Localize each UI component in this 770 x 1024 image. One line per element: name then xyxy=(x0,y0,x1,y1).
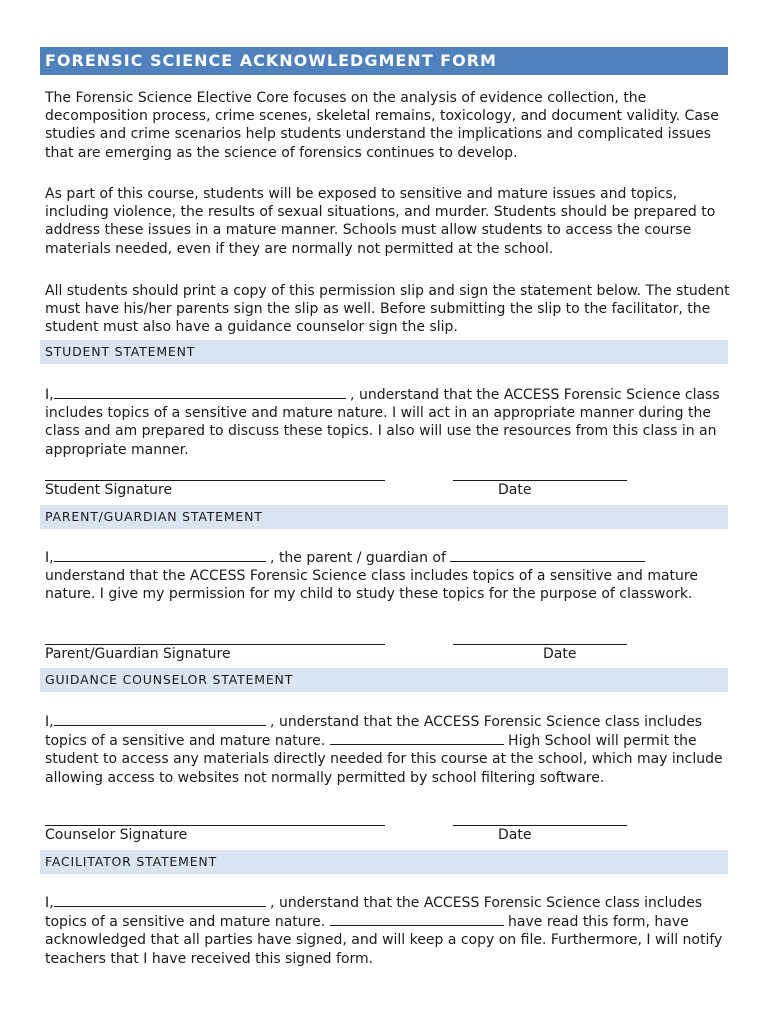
counselor-signature-label: Counselor Signature xyxy=(45,827,188,843)
student-date-label: Date xyxy=(498,482,532,498)
parent-date-line[interactable] xyxy=(453,644,627,645)
facilitator-name-blank[interactable] xyxy=(54,893,266,907)
parent-statement-lead: I, xyxy=(45,550,54,566)
facilitator-statement-header: FACILITATOR STATEMENT xyxy=(40,850,728,874)
facilitator-statement-lead: I, xyxy=(45,895,54,911)
counselor-date-label: Date xyxy=(498,827,532,843)
child-name-blank[interactable] xyxy=(450,548,645,562)
intro-paragraph-1: The Forensic Science Elective Core focuses on the analysis of evidence collection, the decomposition process, crime scenes, skeletal remains, toxicology, and document validity. Case studies and crime scenarios help students understand the implications and complicated issues that are emerging as the science of forensics continues to develop. xyxy=(45,90,719,161)
counselor-statement-body-b: High School will permit the student to access any materials directly needed for this course at the school, which may include allowing access to websites not normally permitted by school filtering software. xyxy=(45,733,723,786)
facilitator-school-blank[interactable] xyxy=(330,912,504,926)
facilitator-statement-body-b: have read this form, have acknowledged that all parties have signed, and will keep a copy on file. Furthermore, I will notify teachers that I have received this signed form. xyxy=(45,914,723,967)
parent-statement-body-b: understand that the ACCESS Forensic Science class includes topics of a sensitive and mature nature. I give my permission for my child to study these topics for the purpose of classwork. xyxy=(45,568,698,603)
counselor-statement-body-a: , understand that the ACCESS Forensic Science class includes topics of a sensitive and mature nature. xyxy=(45,714,703,750)
student-statement-lead: I, xyxy=(45,387,54,403)
form-title: FORENSIC SCIENCE ACKNOWLEDGMENT FORM xyxy=(40,47,728,75)
counselor-statement-lead: I, xyxy=(45,714,54,730)
student-name-blank[interactable] xyxy=(54,385,346,399)
counselor-statement-text xyxy=(45,712,730,787)
student-statement-body: , understand that the ACCESS Forensic Science class includes topics of a sensitive and mature nature. I will act in an appropriate manner during the class and am prepared to discuss these topics. I also will use the resources from this class in an appropriate manner. xyxy=(45,387,720,458)
parent-statement-header: PARENT/GUARDIAN STATEMENT xyxy=(40,505,728,529)
parent-statement-text xyxy=(45,548,730,604)
facilitator-statement-body-a: , understand that the ACCESS Forensic Science class includes topics of a sensitive and mature nature. xyxy=(45,895,703,931)
parent-signature-label: Parent/Guardian Signature xyxy=(45,646,231,662)
school-name-blank[interactable] xyxy=(330,731,504,745)
student-statement-header: STUDENT STATEMENT xyxy=(40,340,728,364)
facilitator-statement-text xyxy=(45,893,730,968)
parent-name-blank[interactable] xyxy=(54,548,266,562)
student-signature-label: Student Signature xyxy=(45,482,173,498)
counselor-date-line[interactable] xyxy=(453,825,627,826)
parent-date-label: Date xyxy=(543,646,577,662)
intro-paragraph-3: All students should print a copy of this permission slip and sign the statement below. The student must have his/her parents sign the slip as well. Before submitting the slip to the facilitator, the student must also have a guidance counselor sign the slip. xyxy=(45,283,730,336)
student-statement-text xyxy=(45,385,730,459)
intro-paragraph-2: As part of this course, students will be exposed to sensitive and mature issues and topics, including violence, the results of sexual situations, and murder. Students should be prepared to address these issues in a mature manner. Schools must allow students to access the course materials needed, even if they are normally not permitted at the school. xyxy=(45,186,716,257)
counselor-statement-header: GUIDANCE COUNSELOR STATEMENT xyxy=(40,668,728,692)
parent-statement-body-a: , the parent / guardian of xyxy=(265,550,451,566)
counselor-name-blank[interactable] xyxy=(54,712,266,726)
student-date-line[interactable] xyxy=(453,480,627,481)
